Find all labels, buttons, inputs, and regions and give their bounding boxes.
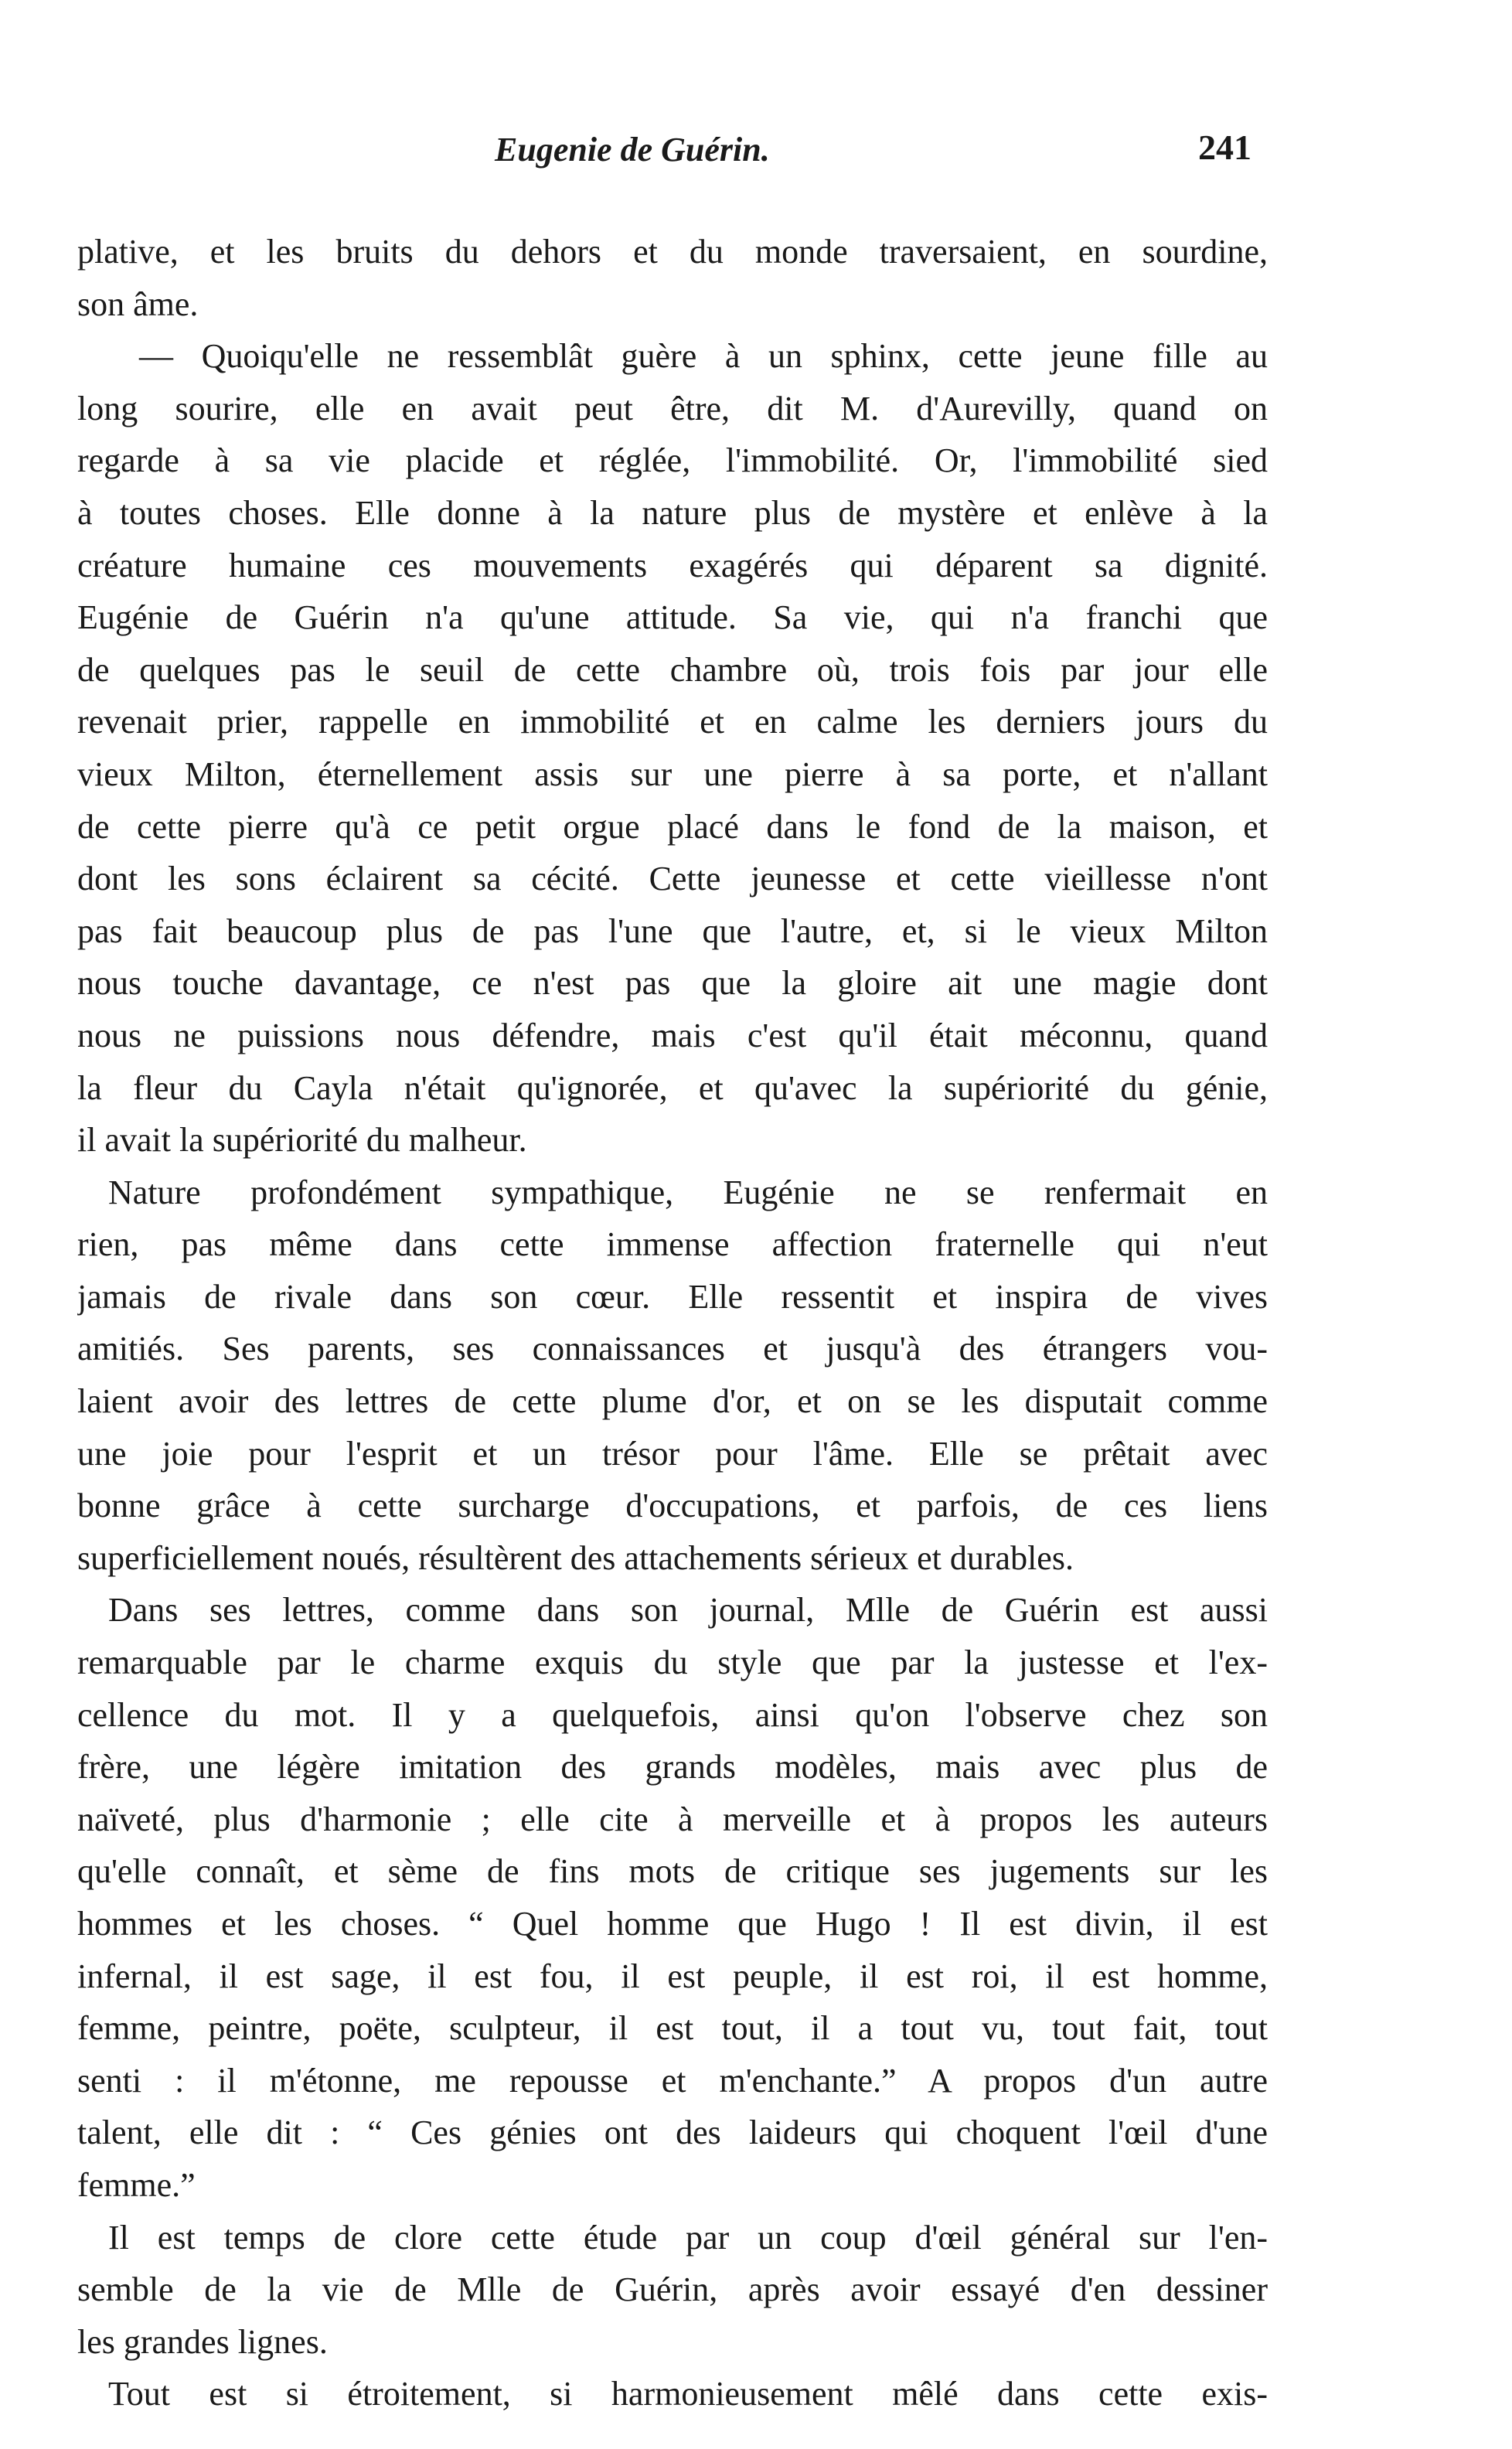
text-line: femme, peintre, poëte, sculpteur, il est tout, il a tout vu, tout fait, tout <box>77 2009 1268 2048</box>
text-line: il avait la supériorité du malheur. <box>77 1121 527 1160</box>
text-line: revenait prier, rappelle en immobilité et en calme les derniers jours du <box>77 703 1268 741</box>
paragraph-5 <box>77 2212 1268 2369</box>
text-line: créature humaine ces mouvements exagérés qui déparent sa dignité. <box>77 546 1268 584</box>
text-line: — Quoiqu'elle ne ressemblât guère à un sphinx, cette jeune fille au <box>139 337 1268 376</box>
text-line: à toutes choses. Elle donne à la nature plus de mystère et enlève à la <box>77 493 1268 532</box>
paragraph-1 <box>77 226 1268 330</box>
paragraph-6 <box>77 2368 1268 2420</box>
text-line: rien, pas même dans cette immense affection fraternelle qui n'eut <box>77 1225 1268 1264</box>
text-line: long sourire, elle en avait peut être, dit M. d'Aurevilly, quand on <box>77 389 1268 427</box>
text-line: amitiés. Ses parents, ses connaissances et jusqu'à des étrangers vou- <box>77 1330 1268 1368</box>
text-line: jamais de rivale dans son cœur. Elle ressentit et inspira de vives <box>77 1277 1268 1316</box>
text-line: les grandes lignes. <box>77 2322 328 2361</box>
text-line: hommes et les choses. “ Quel homme que Hugo ! Il est divin, il est <box>77 1905 1268 1943</box>
text-line: son âme. <box>77 284 199 323</box>
text-line: laient avoir des lettres de cette plume d'or, et on se les disputait comme <box>77 1382 1268 1421</box>
text-line: cellence du mot. Il y a quelquefois, ainsi qu'on l'observe chez son <box>77 1695 1268 1734</box>
running-head <box>77 130 1283 184</box>
text-line: bonne grâce à cette surcharge d'occupations, et parfois, de ces liens <box>77 1487 1268 1525</box>
text-line: Il est temps de clore cette étude par un coup d'œil général sur l'en- <box>108 2218 1268 2257</box>
text-line: Nature profondément sympathique, Eugénie ne se renfermait en <box>108 1173 1268 1211</box>
text-line: Eugénie de Guérin n'a qu'une attitude. Sa vie, qui n'a franchi que <box>77 598 1268 637</box>
text-line: remarquable par le charme exquis du style que par la justesse et l'ex- <box>77 1643 1268 1682</box>
text-line: de quelques pas le seuil de cette chambre où, trois fois par jour elle <box>77 650 1268 689</box>
running-title: Eugenie de Guérin. <box>495 131 770 169</box>
text-line: talent, elle dit : “ Ces génies ont des laideurs qui choquent l'œil d'une <box>77 2113 1268 2152</box>
text-line: naïveté, plus d'harmonie ; elle cite à merveille et à propos les auteurs <box>77 1800 1268 1838</box>
text-line: senti : il m'étonne, me repousse et m'enchante.” A propos d'un autre <box>77 2061 1268 2100</box>
text-line: superficiellement noués, résultèrent des attachements sérieux et durables. <box>77 1538 1074 1577</box>
text-line: nous ne puissions nous défendre, mais c'est qu'il était méconnu, quand <box>77 1016 1268 1054</box>
text-line: frère, une légère imitation des grands modèles, mais avec plus de <box>77 1748 1268 1787</box>
text-line: vieux Milton, éternellement assis sur une pierre à sa porte, et n'allant <box>77 754 1268 793</box>
text-line: une joie pour l'esprit et un trésor pour l'âme. Elle se prêtait avec <box>77 1434 1268 1473</box>
text-line: plative, et les bruits du dehors et du monde traversaient, en sourdine, <box>77 233 1268 271</box>
paragraph-4 <box>77 1584 1268 2211</box>
page-number: 241 <box>1198 128 1251 167</box>
text-line: Dans ses lettres, comme dans son journal, Mlle de Guérin est aussi <box>108 1591 1268 1630</box>
text-line: pas fait beaucoup plus de pas l'une que l'autre, et, si le vieux Milton <box>77 911 1268 950</box>
text-line: la fleur du Cayla n'était qu'ignorée, et qu'avec la supériorité du génie, <box>77 1068 1268 1107</box>
text-line: Tout est si étroitement, si harmonieusement mêlé dans cette exis- <box>108 2375 1268 2413</box>
paragraph-2 <box>77 330 1268 1167</box>
text-line: infernal, il est sage, il est fou, il est peuple, il est roi, il est homme, <box>77 1957 1268 1995</box>
paragraph-3 <box>77 1167 1268 1585</box>
text-line: regarde à sa vie placide et réglée, l'immobilité. Or, l'immobilité sied <box>77 441 1268 480</box>
text-line: qu'elle connaît, et sème de fins mots de critique ses jugements sur les <box>77 1852 1268 1891</box>
text-line: de cette pierre qu'à ce petit orgue placé dans le fond de la maison, et <box>77 807 1268 846</box>
text-line: dont les sons éclairent sa cécité. Cette jeunesse et cette vieillesse n'ont <box>77 860 1268 898</box>
text-line: nous touche davantage, ce n'est pas que la gloire ait une magie dont <box>77 964 1268 1003</box>
text-line: femme.” <box>77 2165 196 2204</box>
body-text <box>77 226 1268 2420</box>
text-line: semble de la vie de Mlle de Guérin, après avoir essayé d'en dessiner <box>77 2270 1268 2309</box>
